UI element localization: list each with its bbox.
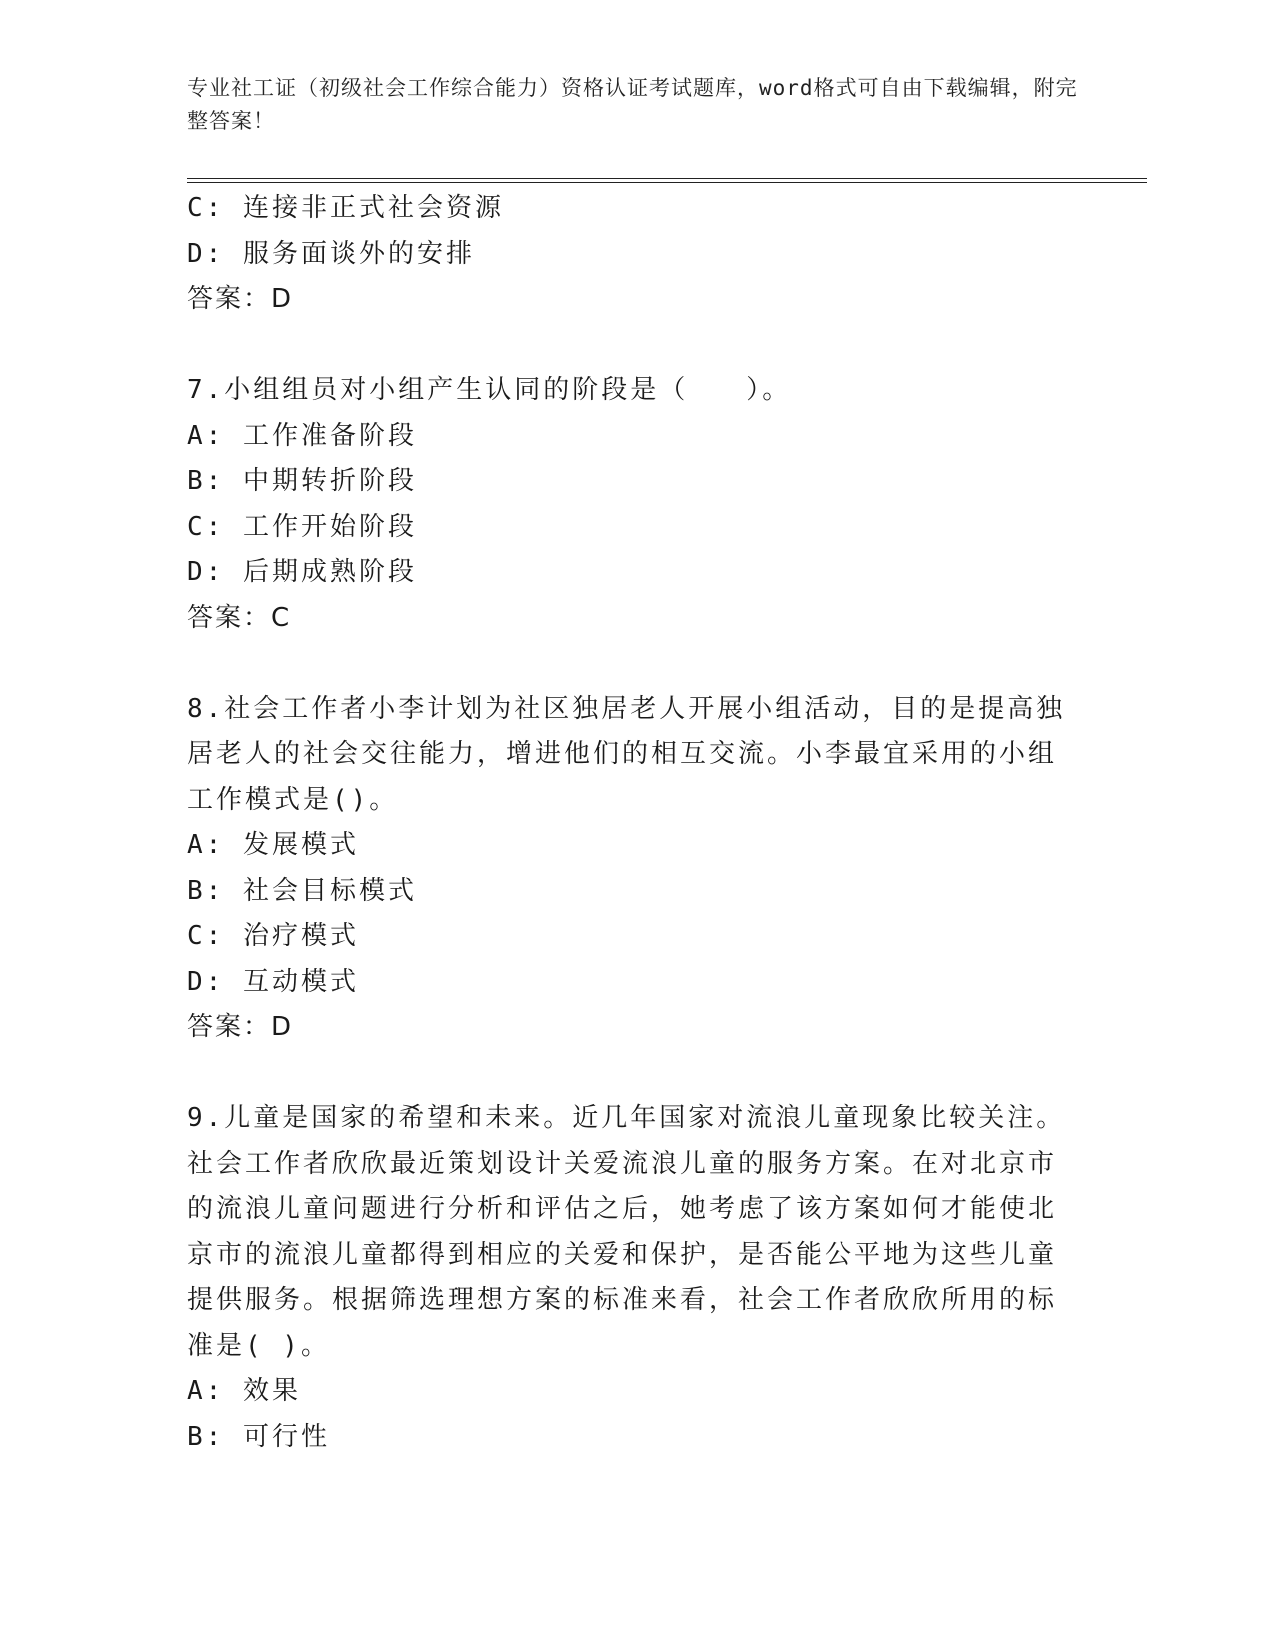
- option-a: A: 发展模式: [187, 830, 359, 860]
- option-a: A: 效果: [187, 1376, 301, 1406]
- option-c: C: 连接非正式社会资源: [187, 193, 504, 223]
- document-header: 专业社工证（初级社会工作综合能力）资格认证考试题库，word格式可自由下载编辑，附完整答案！: [187, 76, 1078, 133]
- question-stem-line: 工作模式是()。: [187, 784, 399, 815]
- option-d: D: 后期成熟阶段: [187, 557, 417, 587]
- option-c: C: 工作开始阶段: [187, 511, 417, 542]
- question-stem-line: 社会工作者欣欣最近策划设计关爱流浪儿童的服务方案。在对北京市: [187, 1148, 1058, 1179]
- header-rule-top: [187, 178, 1147, 179]
- answer-label: 答案：C: [187, 602, 292, 633]
- option-b: B: 中期转折阶段: [187, 466, 417, 496]
- question-8: [187, 687, 1077, 1051]
- question-9: [187, 1096, 1077, 1460]
- question-stem-line: 居老人的社会交往能力，增进他们的相互交流。小李最宜采用的小组: [187, 739, 1058, 769]
- question-stem: 7.小组组员对小组产生认同的阶段是（ ）。: [187, 375, 792, 405]
- question-stem-line: 的流浪儿童问题进行分析和评估之后，她考虑了该方案如何才能使北: [187, 1194, 1058, 1224]
- option-b: B: 可行性: [187, 1421, 330, 1452]
- option-b: B: 社会目标模式: [187, 875, 417, 906]
- option-c: C: 治疗模式: [187, 921, 359, 951]
- document-body: [187, 186, 1077, 1460]
- question-stem-line: 8.社会工作者小李计划为社区独居老人开展小组活动，目的是提高独: [187, 693, 1066, 724]
- question-stem-line: 准是( )。: [187, 1330, 330, 1361]
- spacer: [187, 323, 1077, 369]
- option-d: D: 互动模式: [187, 966, 359, 997]
- header-rule-bottom: [187, 182, 1147, 183]
- spacer: [187, 641, 1077, 687]
- question-7: [187, 368, 1077, 641]
- question-6: [187, 186, 1077, 323]
- answer-label: 答案：D: [187, 284, 294, 314]
- option-a: A: 工作准备阶段: [187, 420, 417, 451]
- question-stem-line: 9.儿童是国家的希望和未来。近几年国家对流浪儿童现象比较关注。: [187, 1103, 1066, 1133]
- answer-label: 答案：D: [187, 1012, 294, 1042]
- option-d: D: 服务面谈外的安排: [187, 238, 475, 269]
- question-stem-line: 提供服务。根据筛选理想方案的标准来看，社会工作者欣欣所用的标: [187, 1285, 1058, 1315]
- question-stem-line: 京市的流浪儿童都得到相应的关爱和保护，是否能公平地为这些儿童: [187, 1239, 1058, 1270]
- spacer: [187, 1051, 1077, 1097]
